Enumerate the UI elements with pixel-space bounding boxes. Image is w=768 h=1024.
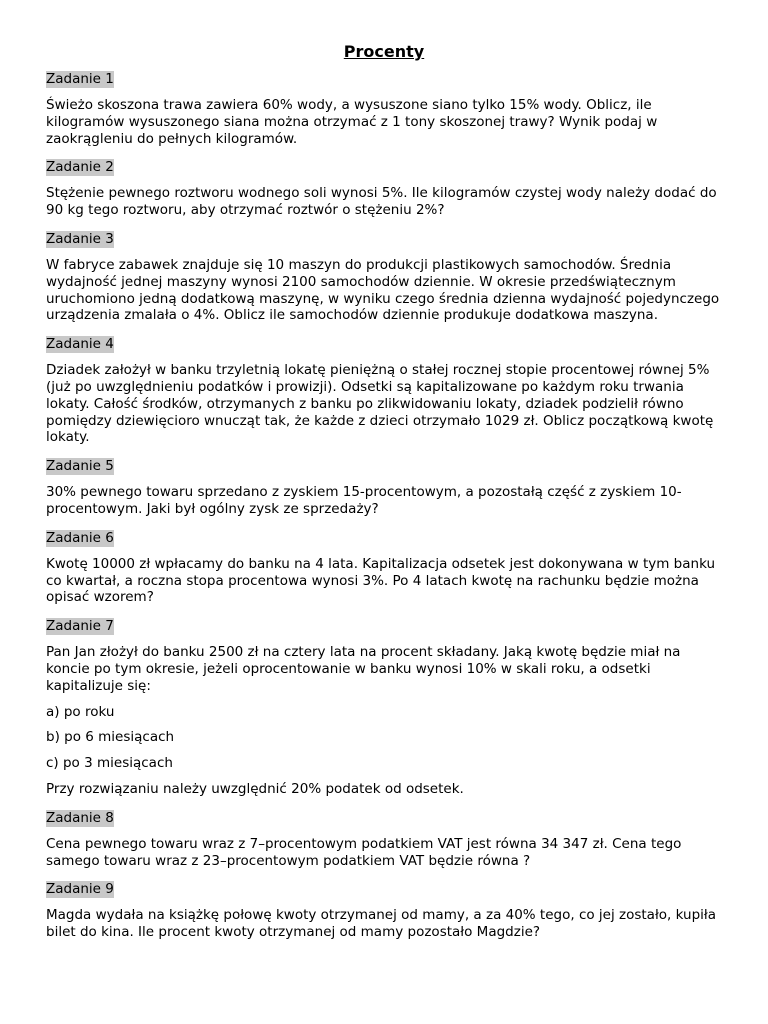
task-section [46,68,722,147]
task-list [46,68,722,941]
task-heading: Zadanie 9 [46,881,114,898]
task-heading: Zadanie 5 [46,458,114,475]
task-paragraph: c) po 3 miesiącach [46,755,173,772]
task-paragraph: W fabryce zabawek znajduje się 10 maszyn do produkcji plastikowych samochodów. Średnia wydajność jednej maszyny wynosi 2100 samochodów dziennie. W okresie przedświątecznym uruchomiono jedną dodatkową maszynę, w wyniku czego średnia dzienna wydajność pojedynczego urządzenia zmalała o 4%. Oblicz ile samochodów dziennie produkuje dodatkowa maszyna. [46,256,720,324]
task-paragraph: Świeżo skoszona trawa zawiera 60% wody, a wysuszone siano tylko 15% wody. Oblicz, ile kilogramów wysuszonego siana można otrzymać z 1 tony skoszonej trawy? Wynik podaj w zaokrągleniu do pełnych kilogramów. [46,97,658,147]
task-section [46,878,722,941]
task-paragraph: 30% pewnego towaru sprzedano z zyskiem 15-procentowym, a pozostałą część z zyskiem 10-procentowym. Jaki był ogólny zysk ze sprzedaży? [46,484,682,517]
task-heading-row [46,68,722,88]
task-section [46,527,722,606]
task-section [46,807,722,870]
task-heading-row [46,878,722,898]
task-paragraph: a) po roku [46,703,115,720]
task-heading-row [46,527,722,547]
task-heading: Zadanie 7 [46,618,114,635]
task-paragraph: Pan Jan złożył do banku 2500 zł na cztery lata na procent składany. Jaką kwotę będzie miał na koncie po tym okresie, jeżeli oprocentowanie w banku wynosi 10% w skali roku, a odsetki kapitalizuje się: [46,644,681,694]
task-section [46,156,722,219]
task-paragraph: Kwotę 10000 zł wpłacamy do banku na 4 lata. Kapitalizacja odsetek jest dokonywana w tym banku co kwartał, a roczna stopa procentowa wynosi 3%. Po 4 latach kwotę na rachunku będzie można opisać wzorem? [46,555,716,606]
document-title: Procenty [343,42,425,61]
task-heading: Zadanie 1 [46,71,114,87]
task-heading: Zadanie 4 [46,336,114,353]
task-section [46,455,722,518]
task-heading-row [46,333,722,353]
task-paragraph: Dziadek założył w banku trzyletnią lokatę pieniężną o stałej rocznej stopie procentowej równej 5% (już po uwzględnieniu podatków i prowizji). Odsetki są kapitalizowane po każdym roku trwania lokaty. Całość środków, otrzymanych z banku po zlikwidowaniu lokaty, dziadek podzielił równo pomiędzy dziewięcioro wnucząt tak, że każde z dzieci otrzymało 1029 zł. Oblicz początkową kwotę lokaty. [46,362,714,446]
task-heading-row [46,156,722,176]
task-paragraph: Przy rozwiązaniu należy uwzględnić 20% podatek od odsetek. [46,780,464,797]
task-heading: Zadanie 8 [46,809,114,826]
task-heading-row [46,228,722,248]
task-heading: Zadanie 6 [46,529,114,546]
task-section [46,333,722,446]
task-section [46,615,722,798]
task-section [46,228,722,324]
document-page [46,40,722,950]
task-paragraph: Cena pewnego towaru wraz z 7–procentowym podatkiem VAT jest równa 34 347 zł. Cena tego samego towaru wraz z 23–procentowym podatkiem VAT będzie równa ? [46,835,682,869]
task-heading: Zadanie 2 [46,159,114,176]
task-paragraph: Stężenie pewnego roztworu wodnego soli wynosi 5%. Ile kilogramów czystej wody należy dodać do 90 kg tego roztworu, aby otrzymać roztwór o stężeniu 2%? [46,185,717,219]
task-heading-row [46,455,722,475]
task-heading: Zadanie 3 [46,230,114,247]
task-heading-row [46,807,722,827]
task-paragraph: b) po 6 miesiącach [46,729,175,746]
task-paragraph: Magda wydała na książkę połowę kwoty otrzymanej od mamy, a za 40% tego, co jej zostało, kupiła bilet do kina. Ile procent kwoty otrzymanej od mamy pozostało Magdzie? [46,907,717,941]
task-heading-row [46,615,722,635]
